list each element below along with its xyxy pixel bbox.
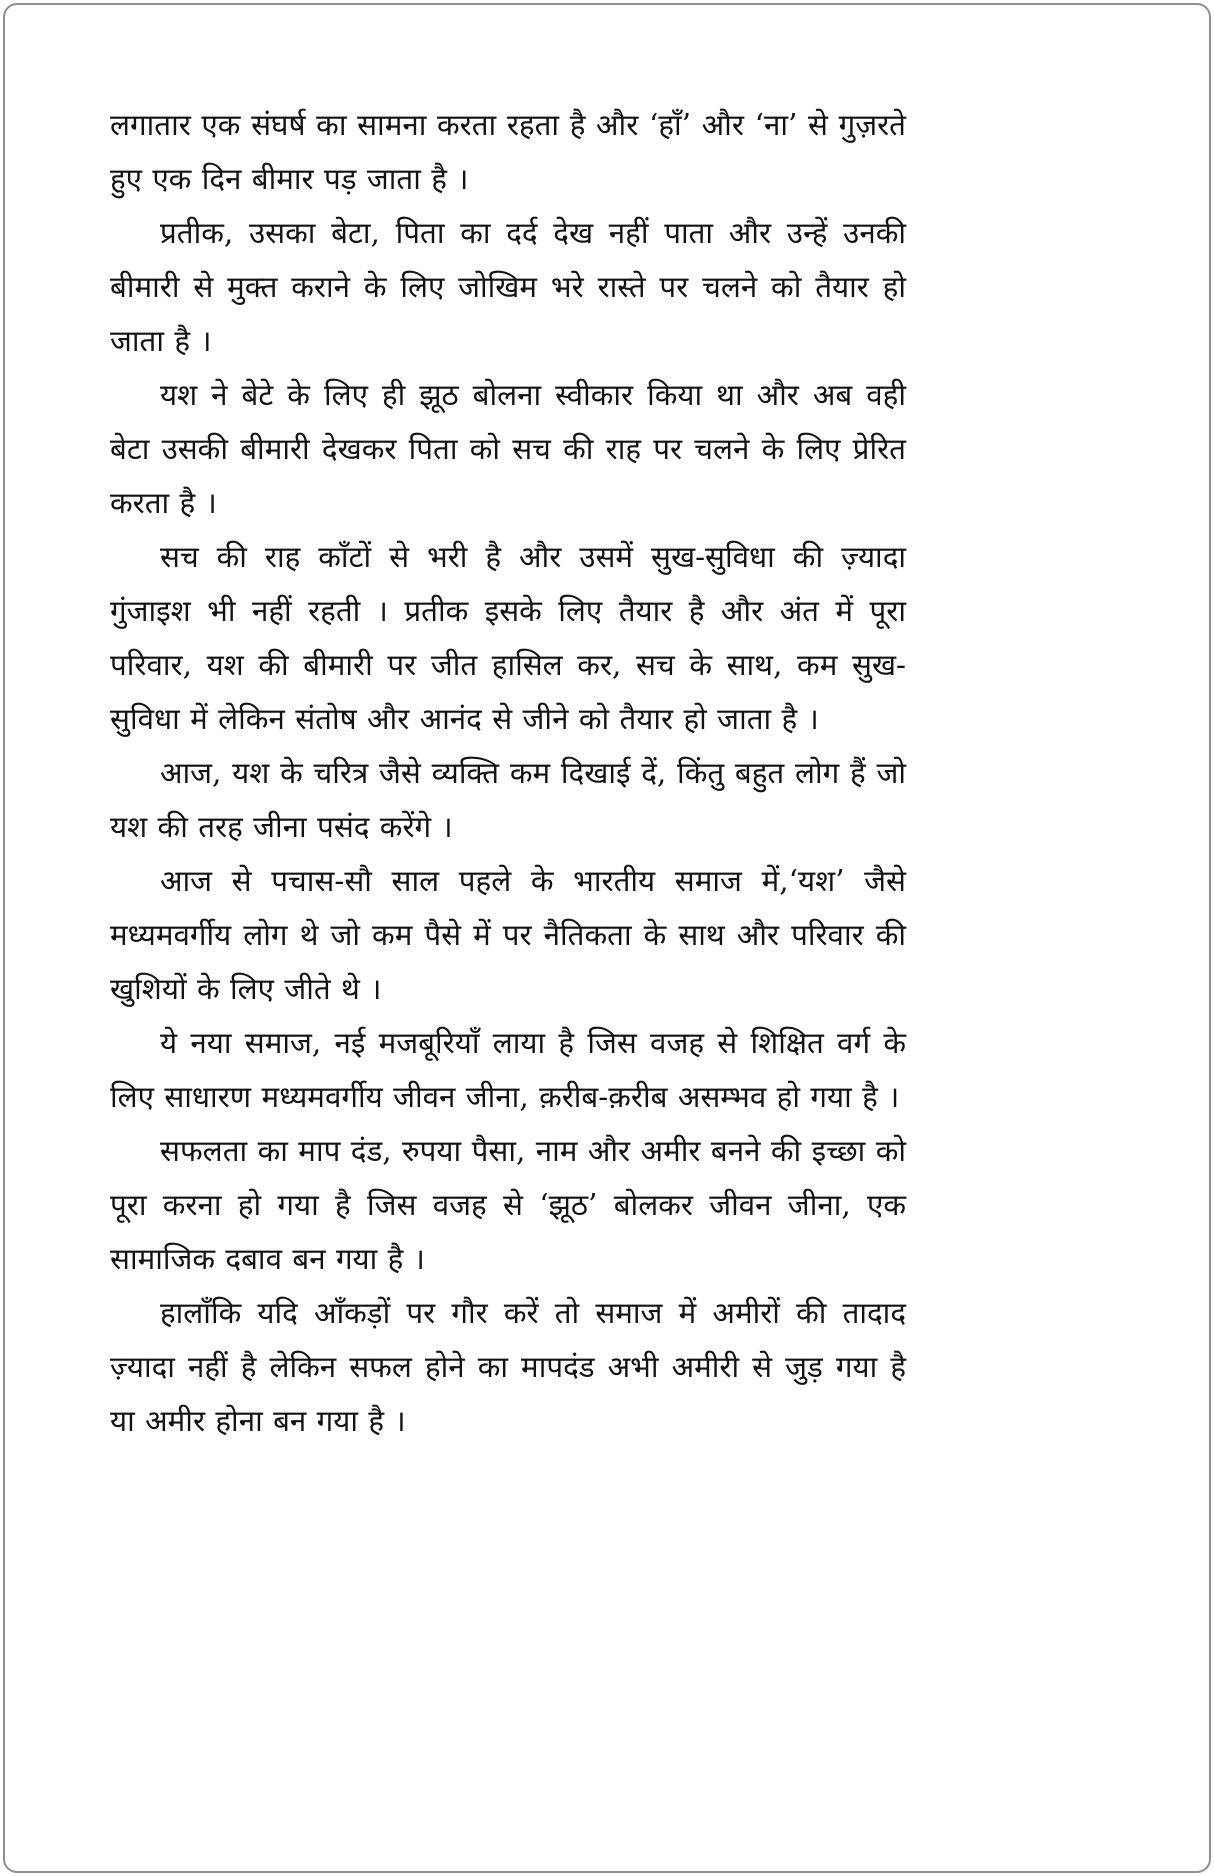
paragraph: ये नया समाज, नई मजबूरियाँ लाया है जिस वजह से शिक्षित वर्ग के लिए साधारण मध्यमवर्गीय जीवन जीना, क़रीब-क़रीब असम्भव हो गया है । — [110, 1026, 906, 1114]
paragraph: यश ने बेटे के लिए ही झूठ बोलना स्वीकार किया था और अब वही बेटा उसकी बीमारी देखकर पिता को सच की राह पर चलने के लिए प्रेरित करता है । — [110, 378, 906, 520]
paragraph-continuation: लगातार एक संघर्ष का सामना करता रहता है और ‘हाँ’ और ‘ना’ से गुज़रते हुए एक दिन बीमार पड़ जाता है । — [110, 108, 906, 196]
paragraph: आज, यश के चरित्र जैसे व्यक्ति कम दिखाई दें, किंतु बहुत लोग हैं जो यश की तरह जीना पसंद करेंगे । — [110, 756, 906, 844]
paragraph: प्रतीक, उसका बेटा, पिता का दर्द देख नहीं पाता और उन्हें उनकी बीमारी से मुक्त कराने के लिए जोखिम भरे रास्ते पर चलने को तैयार हो जाता है । — [110, 216, 906, 358]
paragraph: आज से पचास-सौ साल पहले के भारतीय समाज में,‘यश’ जैसे मध्यमवर्गीय लोग थे जो कम पैसे में पर नैतिकता के साथ और परिवार की खुशियों के लिए जीते थे । — [110, 864, 906, 1006]
paragraph: हालाँकि यदि आँकड़ों पर गौर करें तो समाज में अमीरों की तादाद ज़्यादा नहीं है लेकिन सफल होने का मापदंड अभी अमीरी से जुड़ गया है या अमीर होना बन गया है । — [110, 1296, 906, 1438]
paragraph: सफलता का माप दंड, रुपया पैसा, नाम और अमीर बनने की इच्छा को पूरा करना हो गया है जिस वजह से ‘झूठ’ बोलकर जीवन जीना, एक सामाजिक दबाव बन गया है । — [110, 1134, 906, 1276]
paragraph: सच की राह काँटों से भरी है और उसमें सुख-सुविधा की ज़्यादा गुंजाइश भी नहीं रहती । प्रतीक इसके लिए तैयार है और अंत में पूरा परिवार, यश की बीमारी पर जीत हासिल कर, सच के साथ, कम सुख-सुविधा में लेकिन संतोष और आनंद से जीने को तैयार हो जाता है । — [110, 540, 906, 736]
book-page-text — [110, 98, 906, 1448]
